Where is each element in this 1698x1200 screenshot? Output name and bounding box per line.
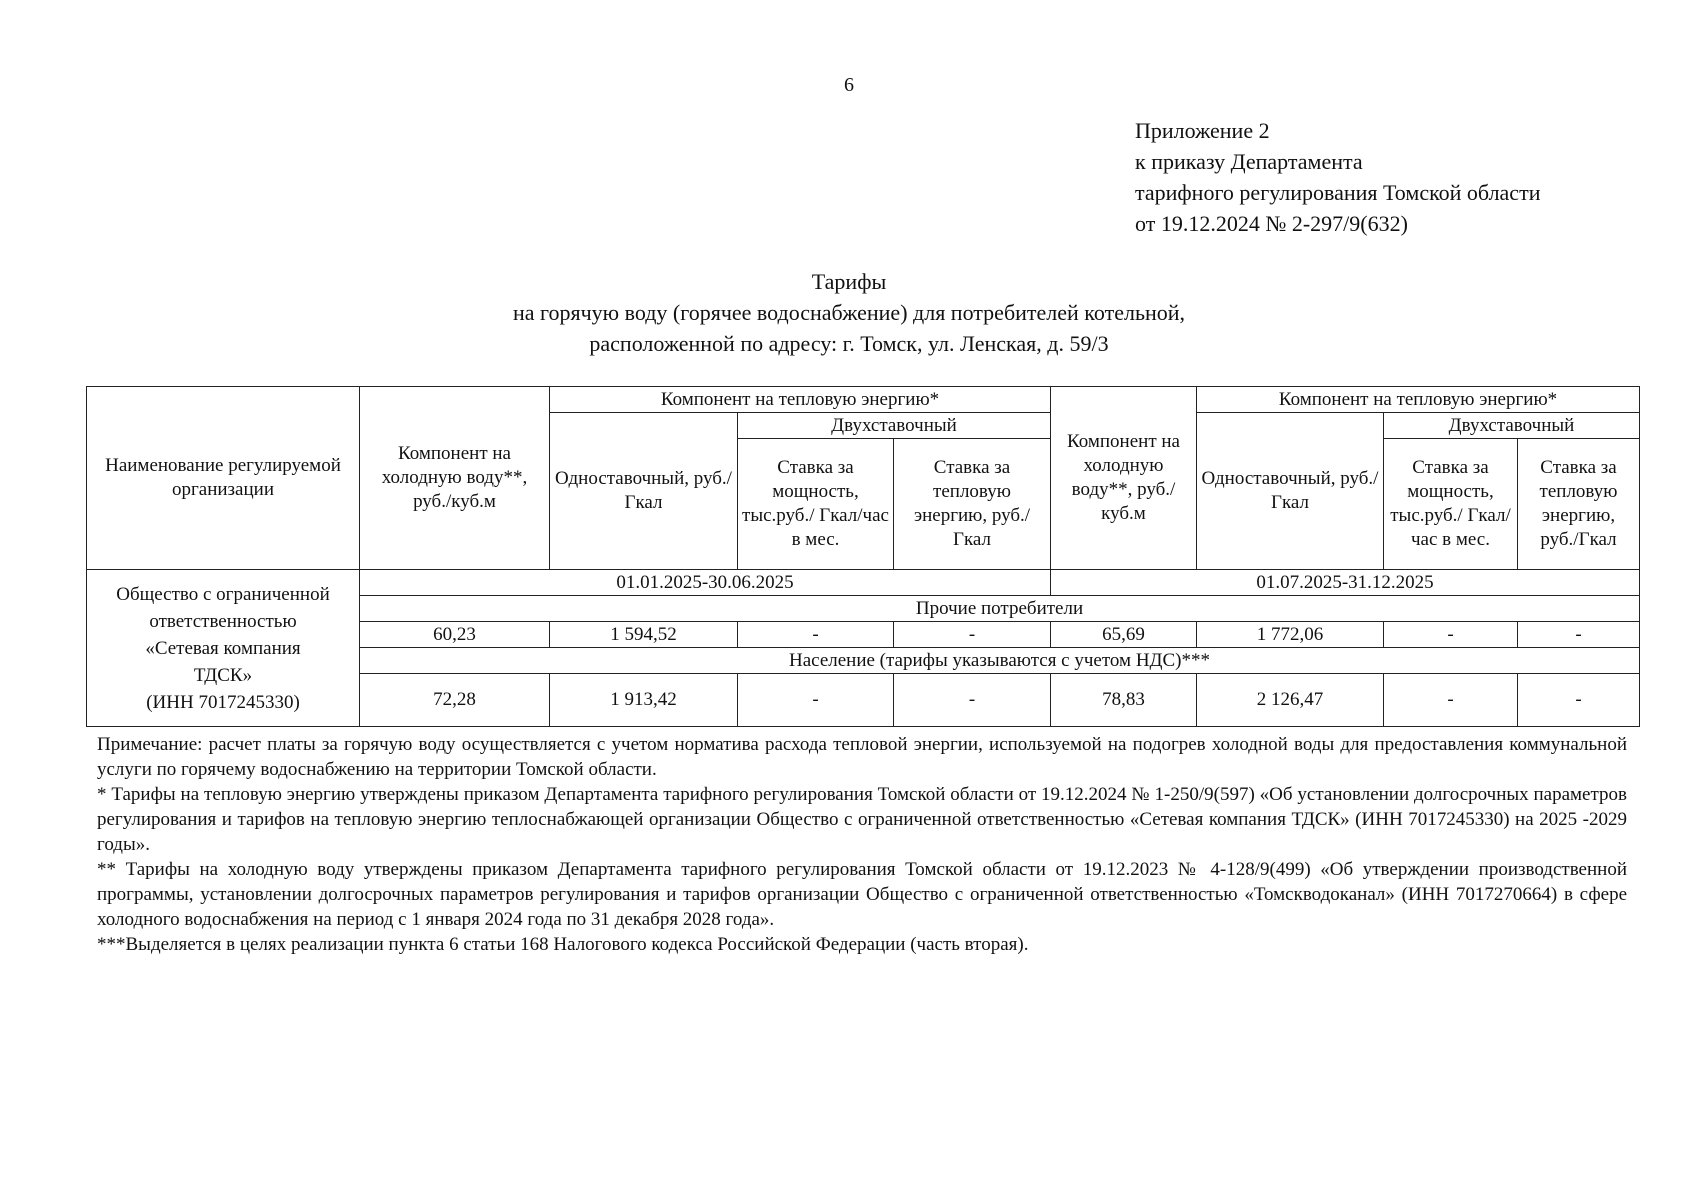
- period-2: 01.07.2025-31.12.2025: [1051, 570, 1640, 596]
- header-one-rate-1: Одноставочный, руб./Гкал: [550, 413, 738, 570]
- note-footnote-1: * Тарифы на тепловую энергию утверждены приказом Департамента тарифного регулирования Томской области от 19.12.2024 № 1-250/9(597) «Об установлении долгосрочных параметров регулирования и тарифов на тепловую энергию теплоснабжающей организации Общество с ограниченной ответственностью «Сетевая компания ТДСК» (ИНН 7017245330) на 2025 -2029 годы».: [97, 784, 1627, 855]
- document-title: [0, 266, 1698, 359]
- appendix-line: от 19.12.2024 № 2-297/9(632): [1135, 211, 1408, 236]
- header-heat-component-2: Компонент на тепловую энергию*: [1197, 387, 1640, 413]
- note-footnote-3: ***Выделяется в целях реализации пункта 6 статьи 168 Налогового кодекса Российской Федерации (часть вторая).: [97, 934, 1029, 955]
- appendix-header: [1135, 115, 1540, 239]
- table-cell: -: [1384, 622, 1518, 648]
- page-number: 6: [844, 74, 854, 96]
- period-1: 01.01.2025-30.06.2025: [360, 570, 1051, 596]
- tariff-table: [86, 386, 1640, 727]
- title-line: Тарифы: [811, 269, 887, 294]
- table-cell: -: [1384, 674, 1518, 727]
- other-consumers-label: Прочие потребители: [360, 596, 1640, 622]
- appendix-line: к приказу Департамента: [1135, 149, 1363, 174]
- title-line: на горячую воду (горячее водоснабжение) для потребителей котельной,: [512, 300, 1186, 325]
- table-cell: 1 594,52: [550, 622, 738, 648]
- table-cell: -: [1518, 622, 1640, 648]
- header-energy-rate-2: Ставка за тепловую энергию, руб./Гкал: [1518, 439, 1640, 570]
- appendix-line: Приложение 2: [1135, 118, 1270, 143]
- table-cell: -: [738, 622, 894, 648]
- table-cell: 65,69: [1051, 622, 1197, 648]
- header-two-rate-2: Двухставочный: [1384, 413, 1640, 439]
- note-footnote-2: ** Тарифы на холодную воду утверждены приказом Департамента тарифного регулирования Томской области от 19.12.2023 № 4-128/9(499) «Об утверждении производственной программы, установлении долгосрочных параметров регулирования и тарифов организации Общество с ограниченной ответственностью «Томскводоканал» (ИНН 7017270664) в сфере холодного водоснабжения на период с 1 января 2024 года по 31 декабря 2028 года».: [97, 859, 1627, 930]
- header-org-name: Наименование регулируемой организации: [87, 387, 360, 570]
- header-capacity-rate-1: Ставка за мощность, тыс.руб./ Гкал/час в мес.: [738, 439, 894, 570]
- table-cell: 78,83: [1051, 674, 1197, 727]
- header-energy-rate-1: Ставка за тепловую энергию, руб./Гкал: [894, 439, 1051, 570]
- header-heat-component-1: Компонент на тепловую энергию*: [550, 387, 1051, 413]
- population-label: Население (тарифы указываются с учетом НДС)***: [360, 648, 1640, 674]
- table-cell: -: [894, 674, 1051, 727]
- header-cold-water-component-2: Компонент на холодную воду**, руб./куб.м: [1051, 387, 1197, 570]
- table-cell: 2 126,47: [1197, 674, 1384, 727]
- table-cell: 1 913,42: [550, 674, 738, 727]
- table-cell: 60,23: [360, 622, 550, 648]
- organization-line: ТДСК»: [193, 664, 253, 686]
- organization-line: «Сетевая компания: [145, 637, 301, 659]
- organization-line: (ИНН 7017245330): [146, 691, 300, 713]
- appendix-line: тарифного регулирования Томской области: [1135, 180, 1541, 205]
- table-cell: -: [894, 622, 1051, 648]
- organization-line: ответственностью: [149, 610, 297, 632]
- note-main: Примечание: расчет платы за горячую воду осуществляется с учетом норматива расхода тепловой энергии, используемой на подогрев холодной воды для предоставления коммунальной услуги по горячему водоснабжению на территории Томской области.: [97, 734, 1627, 780]
- header-two-rate-1: Двухставочный: [738, 413, 1051, 439]
- organization-name: [87, 570, 360, 727]
- table-cell: 1 772,06: [1197, 622, 1384, 648]
- header-one-rate-2: Одноставочный, руб./Гкал: [1197, 413, 1384, 570]
- header-capacity-rate-2: Ставка за мощность, тыс.руб./ Гкал/час в мес.: [1384, 439, 1518, 570]
- header-cold-water-component-1: Компонент на холодную воду**, руб./куб.м: [360, 387, 550, 570]
- organization-line: Общество с ограниченной: [116, 583, 330, 605]
- table-cell: -: [738, 674, 894, 727]
- table-cell: -: [1518, 674, 1640, 727]
- notes-section: [97, 732, 1627, 957]
- title-line: расположенной по адресу: г. Томск, ул. Ленская, д. 59/3: [589, 331, 1109, 356]
- table-cell: 72,28: [360, 674, 550, 727]
